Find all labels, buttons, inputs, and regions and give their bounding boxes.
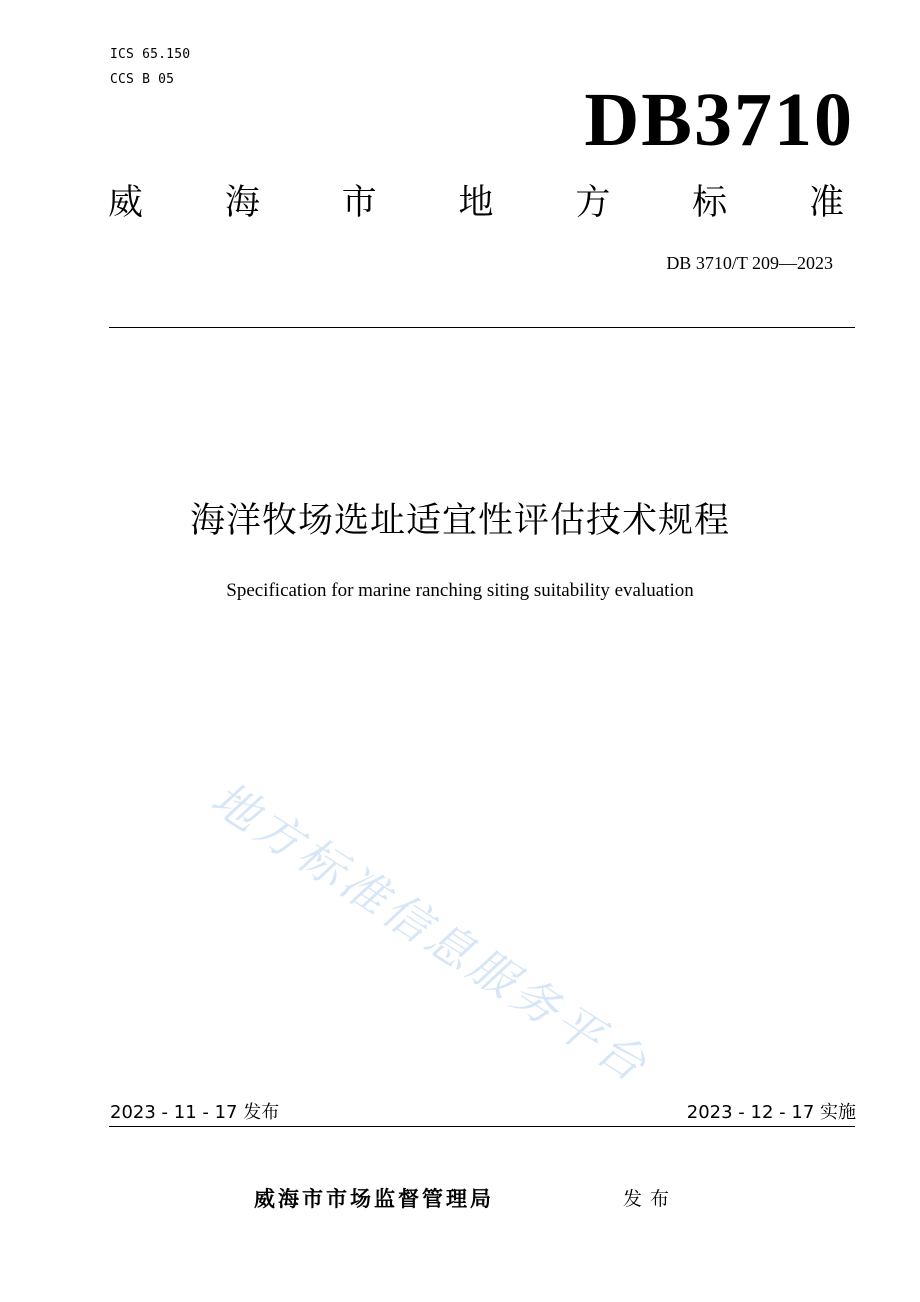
standard-type-char: 地 (458, 183, 494, 223)
issue-label: 发布 (623, 1188, 678, 1210)
standard-type-char: 准 (808, 183, 844, 223)
db-code-logo: DB3710 (584, 78, 854, 162)
bottom-divider (109, 1126, 855, 1127)
implementation-date: 2023 - 12 - 17 实施 (686, 1102, 856, 1123)
watermark-text: 地方标准信息服务平台 (202, 770, 660, 1094)
standard-type-char: 市 (341, 183, 377, 223)
standard-type-char: 方 (575, 183, 611, 223)
standard-number: DB 3710/T 209—2023 (666, 253, 833, 273)
ccs-code: CCS B 05 (110, 72, 175, 87)
standard-type-char: 威 (108, 183, 144, 223)
ics-code: ICS 65.150 (110, 47, 191, 62)
document-title-chinese: 海洋牧场选址适宜性评估技术规程 (189, 501, 730, 541)
standard-type-char: 海 (224, 183, 260, 223)
standard-type-char: 标 (692, 183, 728, 223)
document-title-english: Specification for marine ranching siting suitability evaluation (226, 580, 694, 601)
issue-date: 2023 - 11 - 17 发布 (110, 1102, 280, 1123)
issuing-authority: 威海市市场监督管理局 (254, 1187, 494, 1211)
standard-type-heading (108, 182, 844, 224)
top-divider (109, 327, 855, 328)
